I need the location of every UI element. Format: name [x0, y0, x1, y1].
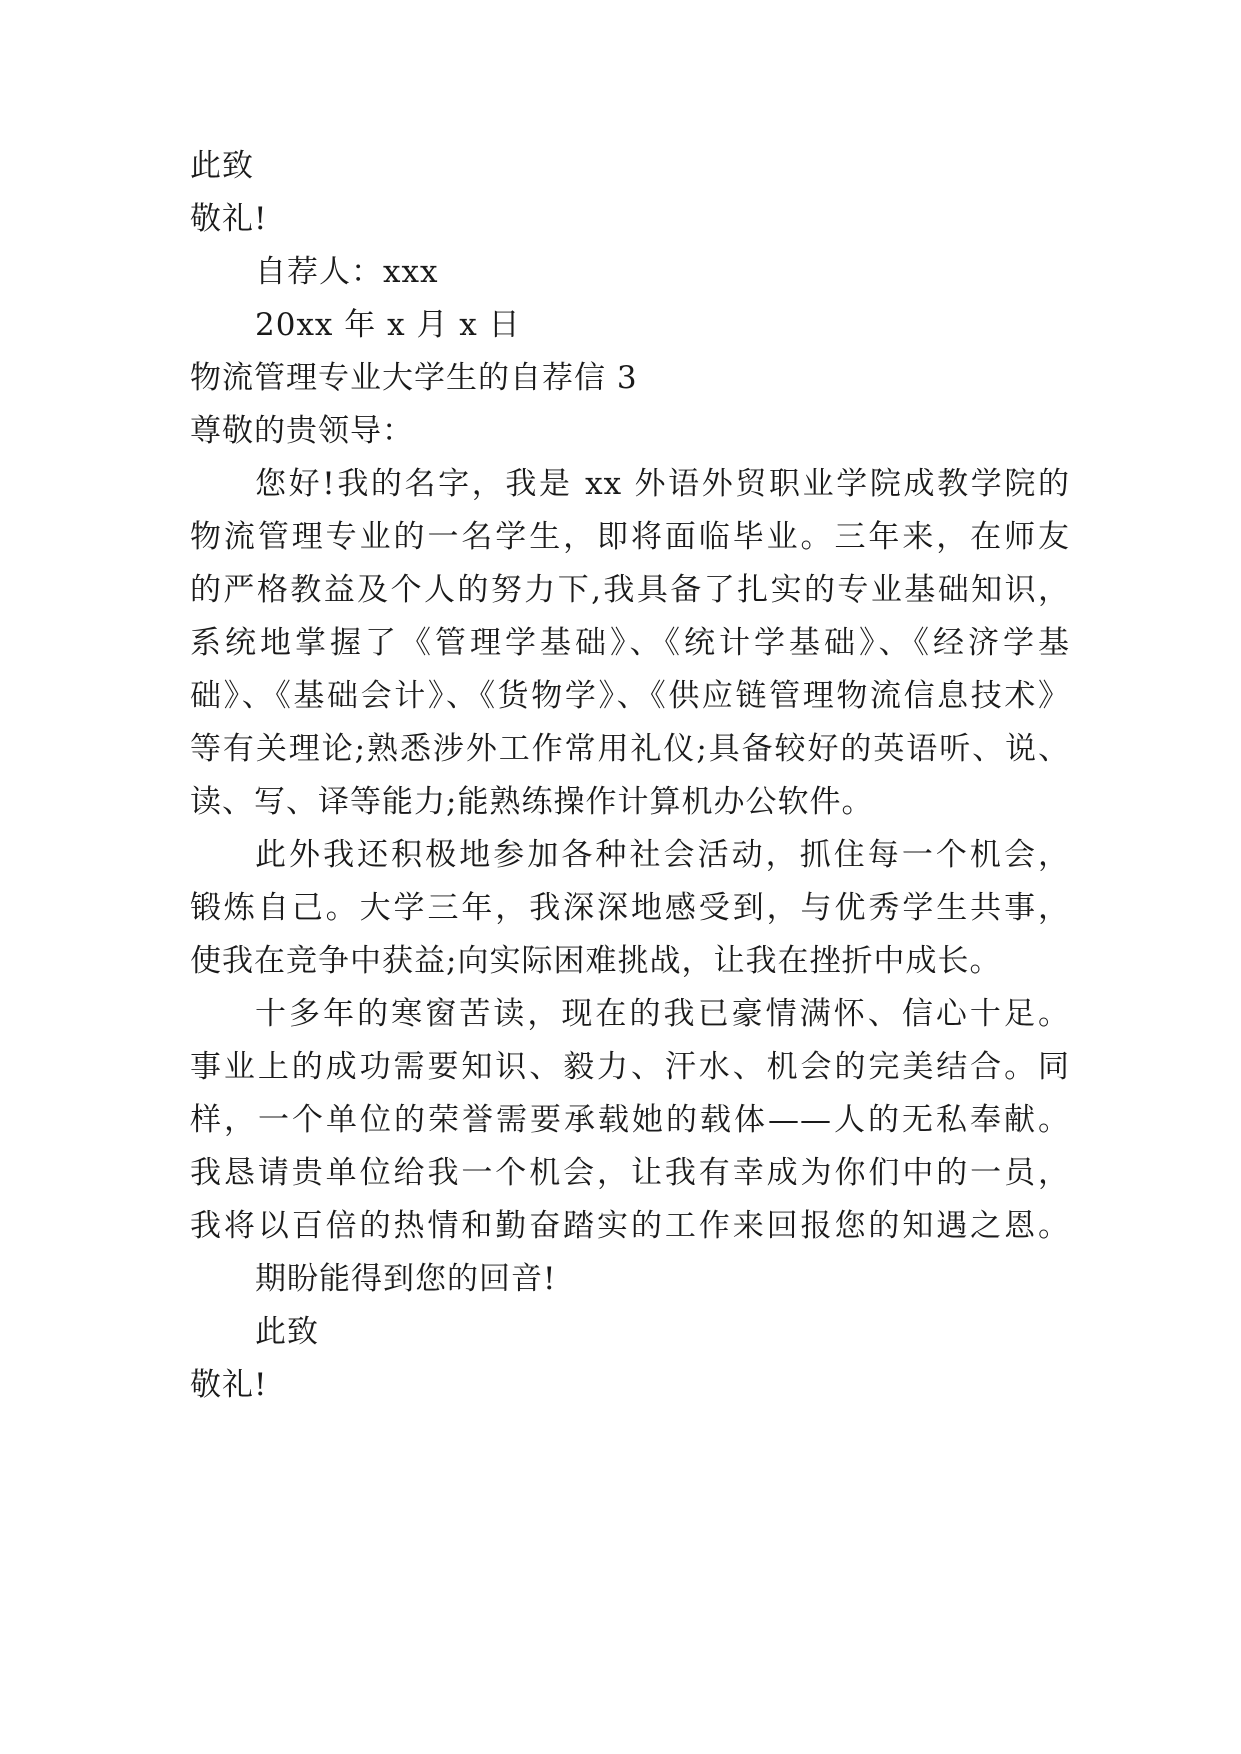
- paragraph-3-line: 事业上的成功需要知识、毅力、汗水、机会的完美结合。同: [190, 1049, 1070, 1085]
- hope-line: 期盼能得到您的回音!: [255, 1261, 557, 1297]
- paragraph-2-line: 此外我还积极地参加各种社会活动，抓住每一个机会，: [255, 837, 1070, 873]
- paragraph-1-line: 物流管理专业的一名学生，即将面临毕业。三年来，在师友: [190, 519, 1070, 555]
- paragraph-2-line: 使我在竞争中获益;向实际困难挑战，让我在挫折中成长。: [190, 943, 1002, 979]
- paragraph-1-line: 础》、《基础会计》、《货物学》、《供应链管理物流信息技术》: [190, 678, 1070, 714]
- paragraph-1-line: 读、写、译等能力;能熟练操作计算机办公软件。: [190, 784, 874, 820]
- date-line: 20xx 年 x 月 x 日: [255, 307, 521, 343]
- paragraph-1-line: 的严格教益及个人的努力下,我具备了扎实的专业基础知识，: [190, 572, 1070, 608]
- paragraph-3-line: 我恳请贵单位给我一个机会，让我有幸成为你们中的一员，: [190, 1155, 1070, 1191]
- paragraph-1-line: 您好!我的名字，我是 xx 外语外贸职业学院成教学院的: [255, 466, 1070, 502]
- paragraph-3-line: 样，一个单位的荣誉需要承载她的载体——人的无私奉献。: [190, 1102, 1070, 1138]
- closing-salutation: 此致: [255, 1314, 319, 1350]
- letter-title: 物流管理专业大学生的自荐信 3: [190, 360, 638, 396]
- paragraph-2-line: 锻炼自己。大学三年，我深深地感受到，与优秀学生共事，: [190, 890, 1070, 926]
- closing-regards: 敬礼!: [190, 201, 268, 237]
- paragraph-3-line: 我将以百倍的热情和勤奋踏实的工作来回报您的知遇之恩。: [190, 1208, 1070, 1244]
- greeting: 尊敬的贵领导：: [190, 413, 414, 449]
- paragraph-1-line: 系统地掌握了《管理学基础》、《统计学基础》、《经济学基: [190, 625, 1070, 661]
- closing-salutation: 此致: [190, 148, 254, 184]
- paragraph-1-line: 等有关理论;熟悉涉外工作常用礼仪;具备较好的英语听、说、: [190, 731, 1070, 767]
- closing-regards: 敬礼!: [190, 1367, 268, 1403]
- paragraph-3-line: 十多年的寒窗苦读，现在的我已豪情满怀、信心十足。: [255, 996, 1070, 1032]
- signer-line: 自荐人：xxx: [255, 254, 439, 290]
